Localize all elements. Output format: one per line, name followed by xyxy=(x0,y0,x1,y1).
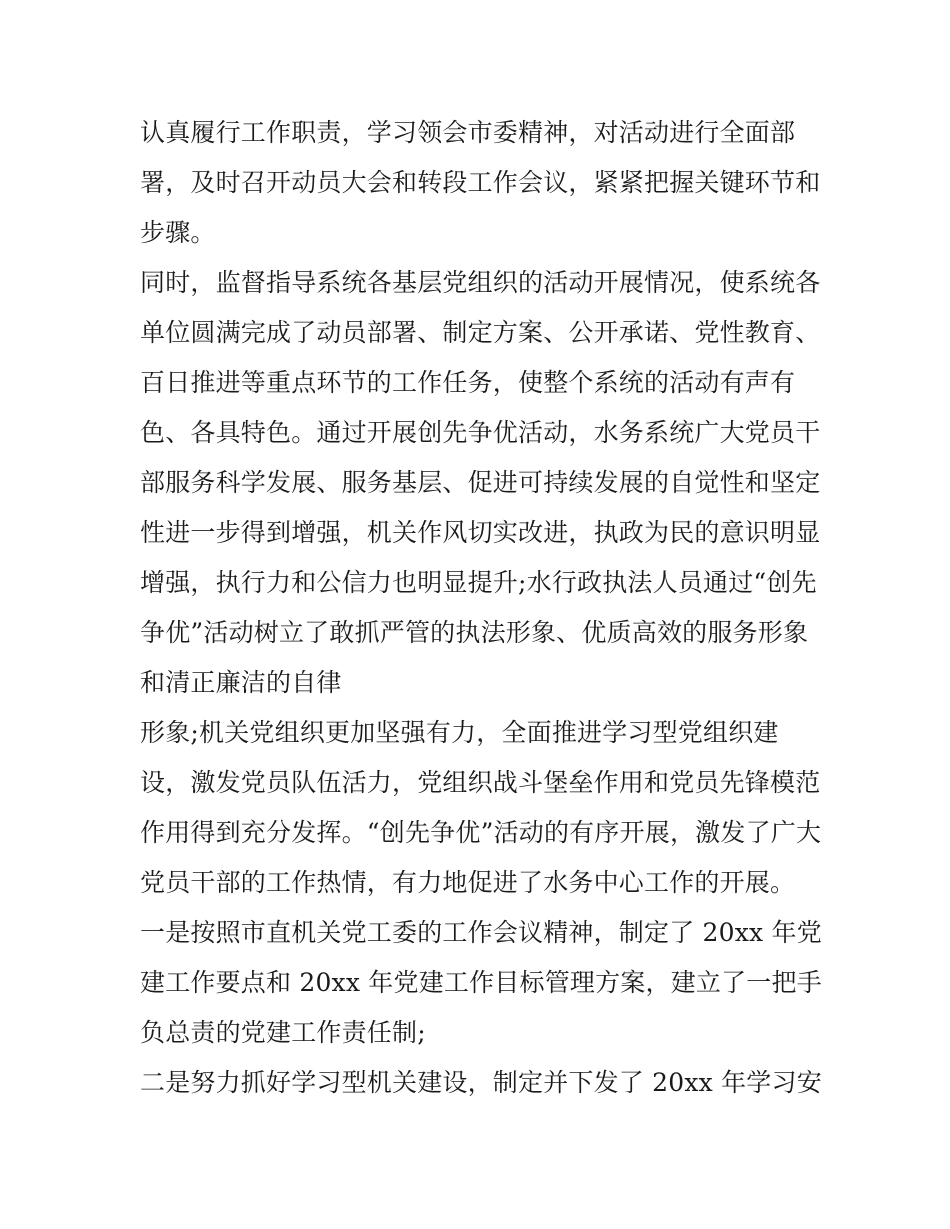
text-line-18: 建工作要点和 20xx 年党建工作目标管理方案，建立了一把手 xyxy=(140,968,822,997)
text-line-1: 认真履行工作职责，学习领会市委精神，对活动进行全面部 xyxy=(140,118,796,147)
text-line-10: 增强，执行力和公信力也明显提升;水行政执法人员通过“创先 xyxy=(140,568,817,597)
text-line-14: 设，激发党员队伍活力，党组织战斗堡垒作用和党员先锋模范 xyxy=(140,768,821,797)
text-line-6: 百日推进等重点环节的工作任务，使整个系统的活动有声有 xyxy=(140,368,796,397)
text-line-2: 署，及时召开动员大会和转段工作会议，紧紧把握关键环节和 xyxy=(140,168,821,197)
text-line-7: 色、各具特色。通过开展创先争优活动，水务系统广大党员干 xyxy=(140,418,821,447)
text-line-13: 形象;机关党组织更加坚强有力，全面推进学习型党组织建 xyxy=(140,718,779,747)
text-line-11: 争优”活动树立了敢抓严管的执法形象、优质高效的服务形象 xyxy=(140,618,809,647)
body-text xyxy=(140,108,830,1108)
text-line-16: 党员干部的工作热情，有力地促进了水务中心工作的开展。 xyxy=(140,868,796,897)
text-line-4: 同时，监督指导系统各基层党组织的活动开展情况，使系统各 xyxy=(140,268,821,297)
text-line-3: 步骤。 xyxy=(140,218,216,247)
text-line-19: 负总责的党建工作责任制; xyxy=(140,1018,426,1047)
text-line-5: 单位圆满完成了动员部署、制定方案、公开承诺、党性教育、 xyxy=(140,318,821,347)
text-line-12: 和清正廉洁的自律 xyxy=(140,668,342,697)
text-line-8: 部服务科学发展、服务基层、促进可持续发展的自觉性和坚定 xyxy=(140,468,821,497)
text-line-15: 作用得到充分发挥。“创先争优”活动的有序开展，激发了广大 xyxy=(140,818,822,847)
text-line-17: 一是按照市直机关党工委的工作会议精神，制定了 20xx 年党 xyxy=(140,918,822,947)
text-line-20: 二是努力抓好学习型机关建设，制定并下发了 20xx 年学习安 xyxy=(140,1068,822,1097)
text-line-9: 性进一步得到增强，机关作风切实改进，执政为民的意识明显 xyxy=(140,518,821,547)
